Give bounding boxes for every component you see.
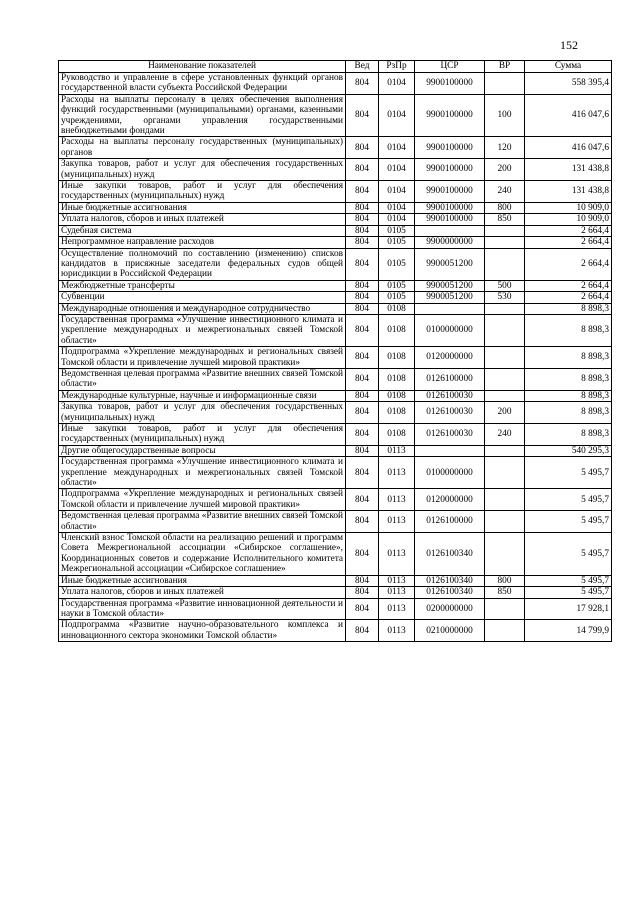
row-sum-cell: 416 047,6 [525,137,612,159]
row-vr-cell: 530 [485,292,525,303]
row-vr-cell [485,73,525,95]
row-vr-cell [485,533,525,576]
row-ved-cell: 804 [346,159,379,181]
table-row [59,137,612,159]
row-vr-cell [485,237,525,248]
row-vr-cell: 200 [485,402,525,424]
row-vr-cell [485,368,525,390]
row-rzpr-cell: 0104 [379,214,415,225]
row-ved-cell: 804 [346,402,379,424]
row-csr-cell: 9900100000 [415,159,485,181]
row-ved-cell: 804 [346,368,379,390]
header-sum: Сумма [525,61,612,73]
row-sum-cell: 8 898,3 [525,390,612,401]
row-name-cell: Субвенции [59,292,346,303]
row-vr-cell: 240 [485,181,525,203]
row-csr-cell: 0126100030 [415,402,485,424]
row-sum-cell: 14 799,9 [525,620,612,642]
row-rzpr-cell: 0108 [379,303,415,314]
row-vr-cell: 240 [485,424,525,446]
row-sum-cell: 8 898,3 [525,303,612,314]
row-csr-cell: 0126100030 [415,390,485,401]
row-vr-cell [485,225,525,236]
row-sum-cell: 5 495,7 [525,575,612,586]
row-vr-cell: 100 [485,94,525,137]
row-name-cell: Другие общегосударственные вопросы [59,445,346,456]
row-sum-cell: 8 898,3 [525,424,612,446]
row-sum-cell: 2 664,4 [525,292,612,303]
row-vr-cell: 500 [485,280,525,291]
row-rzpr-cell: 0104 [379,202,415,213]
row-csr-cell: 9900000000 [415,237,485,248]
row-csr-cell: 0210000000 [415,620,485,642]
table-row [59,620,612,642]
row-csr-cell: 0120000000 [415,489,485,511]
row-name-cell: Уплата налогов, сборов и иных платежей [59,587,346,598]
row-rzpr-cell: 0113 [379,533,415,576]
row-rzpr-cell: 0105 [379,248,415,280]
row-vr-cell: 850 [485,214,525,225]
row-csr-cell: 0126100340 [415,575,485,586]
row-name-cell: Ведомственная целевая программа «Развитие внешних связей Томской области» [59,511,346,533]
row-csr-cell: 0120000000 [415,347,485,369]
row-ved-cell: 804 [346,598,379,620]
row-ved-cell: 804 [346,587,379,598]
table-row [59,314,612,346]
table-row [59,347,612,369]
row-rzpr-cell: 0104 [379,73,415,95]
table-row [59,598,612,620]
row-rzpr-cell: 0113 [379,575,415,586]
row-vr-cell [485,347,525,369]
row-rzpr-cell: 0113 [379,445,415,456]
row-vr-cell [485,457,525,489]
row-name-cell: Расходы на выплаты персоналу государственных (муниципальных) органов [59,137,346,159]
row-name-cell: Уплата налогов, сборов и иных платежей [59,214,346,225]
row-vr-cell: 800 [485,202,525,213]
row-rzpr-cell: 0104 [379,137,415,159]
row-sum-cell: 540 295,3 [525,445,612,456]
row-sum-cell: 17 928,1 [525,598,612,620]
row-sum-cell: 131 438,8 [525,181,612,203]
row-sum-cell: 8 898,3 [525,368,612,390]
row-sum-cell: 416 047,6 [525,94,612,137]
row-ved-cell: 804 [346,489,379,511]
header-name: Наименование показателей [59,61,346,73]
row-ved-cell: 804 [346,280,379,291]
header-vr: ВР [485,61,525,73]
row-vr-cell: 200 [485,159,525,181]
row-csr-cell: 0100000000 [415,457,485,489]
row-name-cell: Международные культурные, научные и информационные связи [59,390,346,401]
table-row [59,303,612,314]
row-ved-cell: 804 [346,202,379,213]
row-rzpr-cell: 0104 [379,181,415,203]
row-rzpr-cell: 0108 [379,402,415,424]
table-row [59,511,612,533]
row-name-cell: Членский взнос Томской области на реализацию решений и программ Совета Межрегиональной ассоциации «Сибирское соглашение», Координационных советов и содержание Исполнительного комитета Межрегиональной ассоциации «Сибирское соглашение» [59,533,346,576]
row-rzpr-cell: 0105 [379,292,415,303]
page-number: 152 [560,38,578,52]
row-name-cell: Подпрограмма «Развитие научно-образовательного комплекса и инновационного сектора экономики Томской области» [59,620,346,642]
row-vr-cell [485,303,525,314]
row-ved-cell: 804 [346,445,379,456]
row-rzpr-cell: 0104 [379,159,415,181]
row-rzpr-cell: 0105 [379,237,415,248]
row-sum-cell: 8 898,3 [525,402,612,424]
row-csr-cell: 9900100000 [415,73,485,95]
row-rzpr-cell: 0113 [379,457,415,489]
row-ved-cell: 804 [346,347,379,369]
row-ved-cell: 804 [346,292,379,303]
row-csr-cell [415,445,485,456]
row-sum-cell: 5 495,7 [525,511,612,533]
row-name-cell: Закупка товаров, работ и услуг для обеспечения государственных (муниципальных) нужд [59,159,346,181]
table-row [59,368,612,390]
row-ved-cell: 804 [346,314,379,346]
row-ved-cell: 804 [346,137,379,159]
row-rzpr-cell: 0113 [379,489,415,511]
row-sum-cell: 131 438,8 [525,159,612,181]
row-csr-cell: 9900100000 [415,202,485,213]
table-row [59,445,612,456]
header-rzpr: РзПр [379,61,415,73]
row-ved-cell: 804 [346,620,379,642]
row-csr-cell: 0126100000 [415,368,485,390]
row-ved-cell: 804 [346,214,379,225]
row-name-cell: Закупка товаров, работ и услуг для обеспечения государственных (муниципальных) нужд [59,402,346,424]
header-csr: ЦСР [415,61,485,73]
table-row [59,292,612,303]
table-row [59,248,612,280]
row-name-cell: Подпрограмма «Укрепление международных и региональных связей Томской области и привлечение лучшей мировой практики» [59,347,346,369]
row-vr-cell [485,620,525,642]
row-vr-cell [485,248,525,280]
row-name-cell: Государственная программа «Улучшение инвестиционного климата и укрепление международных и межрегиональных связей Томской области» [59,457,346,489]
table-row [59,575,612,586]
row-rzpr-cell: 0104 [379,94,415,137]
budget-table [58,60,612,642]
row-rzpr-cell: 0105 [379,280,415,291]
row-csr-cell: 0126100340 [415,533,485,576]
row-sum-cell: 5 495,7 [525,457,612,489]
row-vr-cell: 800 [485,575,525,586]
row-ved-cell: 804 [346,94,379,137]
table-row [59,73,612,95]
row-csr-cell: 9900100000 [415,181,485,203]
row-rzpr-cell: 0105 [379,225,415,236]
row-ved-cell: 804 [346,73,379,95]
row-ved-cell: 804 [346,303,379,314]
row-sum-cell: 558 395,4 [525,73,612,95]
table-row [59,424,612,446]
row-name-cell: Руководство и управление в сфере установленных функций органов государственной власти субъекта Российской Федерации [59,73,346,95]
table-row [59,225,612,236]
row-sum-cell: 2 664,4 [525,280,612,291]
row-vr-cell: 850 [485,587,525,598]
row-sum-cell: 8 898,3 [525,314,612,346]
row-name-cell: Иные бюджетные ассигнования [59,575,346,586]
row-name-cell: Государственная программа «Улучшение инвестиционного климата и укрепление международных и межрегиональных связей Томской области» [59,314,346,346]
row-rzpr-cell: 0113 [379,587,415,598]
table-row [59,533,612,576]
row-name-cell: Иные закупки товаров, работ и услуг для обеспечения государственных (муниципальных) нужд [59,424,346,446]
row-rzpr-cell: 0108 [379,368,415,390]
table-row [59,390,612,401]
row-name-cell: Международные отношения и международное сотрудничество [59,303,346,314]
row-csr-cell: 0126100000 [415,511,485,533]
row-sum-cell: 5 495,7 [525,489,612,511]
row-rzpr-cell: 0113 [379,620,415,642]
table-row [59,280,612,291]
row-vr-cell [485,390,525,401]
row-rzpr-cell: 0113 [379,598,415,620]
table-row [59,457,612,489]
row-csr-cell: 9900100000 [415,137,485,159]
row-name-cell: Подпрограмма «Укрепление международных и региональных связей Томской области и привлечение лучшей мировой практики» [59,489,346,511]
row-name-cell: Расходы на выплаты персоналу в целях обеспечения выполнения функций государственными (муниципальными) органами, казенными учреждениями, органами управления государственными внебюджетными фондами [59,94,346,137]
row-sum-cell: 10 909,0 [525,202,612,213]
row-sum-cell: 2 664,4 [525,237,612,248]
row-csr-cell: 0200000000 [415,598,485,620]
row-vr-cell [485,445,525,456]
table-row [59,214,612,225]
row-rzpr-cell: 0113 [379,511,415,533]
row-csr-cell: 0126100030 [415,424,485,446]
table-row [59,587,612,598]
table-row [59,237,612,248]
row-csr-cell: 9900051200 [415,280,485,291]
row-sum-cell: 5 495,7 [525,587,612,598]
row-sum-cell: 8 898,3 [525,347,612,369]
table-row [59,181,612,203]
row-name-cell: Осуществление полномочий по составлению (изменению) списков кандидатов в присяжные заседатели федеральных судов общей юрисдикции в Российской Федерации [59,248,346,280]
table-header-row [59,61,612,73]
row-ved-cell: 804 [346,248,379,280]
table-row [59,202,612,213]
row-ved-cell: 804 [346,390,379,401]
row-csr-cell: 9900100000 [415,214,485,225]
row-ved-cell: 804 [346,181,379,203]
row-name-cell: Ведомственная целевая программа «Развитие внешних связей Томской области» [59,368,346,390]
table-row [59,489,612,511]
row-ved-cell: 804 [346,225,379,236]
row-name-cell: Непрограммное направление расходов [59,237,346,248]
row-csr-cell: 0126100340 [415,587,485,598]
row-name-cell: Межбюджетные трансферты [59,280,346,291]
row-rzpr-cell: 0108 [379,314,415,346]
row-sum-cell: 5 495,7 [525,533,612,576]
row-rzpr-cell: 0108 [379,424,415,446]
row-ved-cell: 804 [346,511,379,533]
table-body [59,73,612,642]
row-name-cell: Иные закупки товаров, работ и услуг для обеспечения государственных (муниципальных) нужд [59,181,346,203]
row-ved-cell: 804 [346,457,379,489]
header-ved: Вед [346,61,379,73]
row-csr-cell: 9900051200 [415,248,485,280]
row-sum-cell: 10 909,0 [525,214,612,225]
row-vr-cell [485,489,525,511]
row-csr-cell: 9900100000 [415,94,485,137]
row-csr-cell: 0100000000 [415,314,485,346]
table-row [59,94,612,137]
row-csr-cell [415,303,485,314]
row-ved-cell: 804 [346,575,379,586]
row-name-cell: Иные бюджетные ассигнования [59,202,346,213]
row-rzpr-cell: 0108 [379,347,415,369]
row-vr-cell: 120 [485,137,525,159]
row-name-cell: Государственная программа «Развитие инновационной деятельности и науки в Томской области» [59,598,346,620]
row-name-cell: Судебная система [59,225,346,236]
row-vr-cell [485,511,525,533]
table-row [59,159,612,181]
row-ved-cell: 804 [346,533,379,576]
table-row [59,402,612,424]
row-vr-cell [485,314,525,346]
row-vr-cell [485,598,525,620]
row-csr-cell [415,225,485,236]
row-ved-cell: 804 [346,237,379,248]
row-csr-cell: 9900051200 [415,292,485,303]
row-ved-cell: 804 [346,424,379,446]
row-sum-cell: 2 664,4 [525,248,612,280]
row-sum-cell: 2 664,4 [525,225,612,236]
row-rzpr-cell: 0108 [379,390,415,401]
